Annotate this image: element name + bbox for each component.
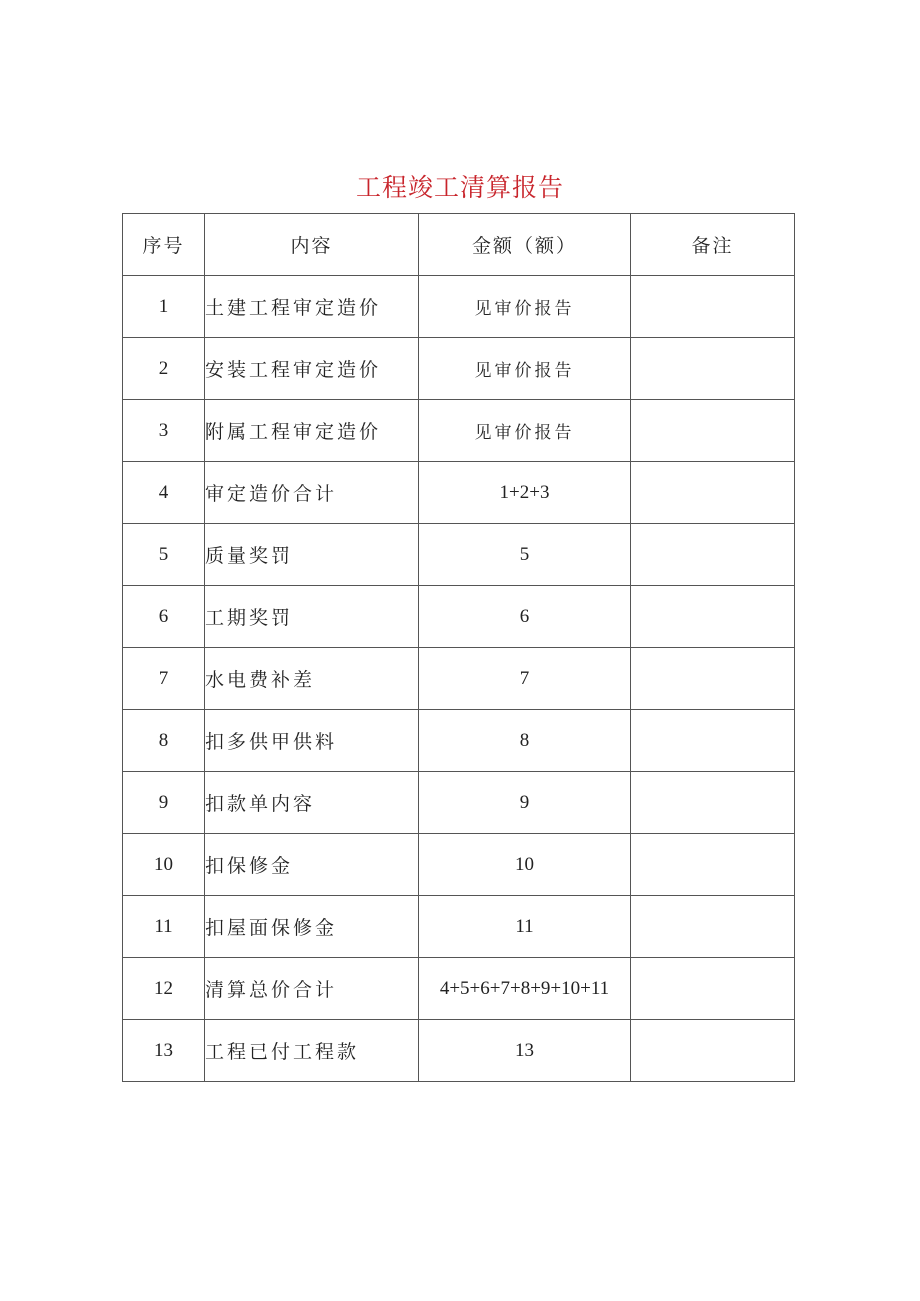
table-row <box>123 338 795 400</box>
header-no: 序号 <box>123 214 205 276</box>
row-amount: 4+5+6+7+8+9+10+11 <box>419 958 631 1020</box>
table-row <box>123 896 795 958</box>
row-number: 7 <box>123 648 205 710</box>
row-content: 扣保修金 <box>205 834 419 896</box>
row-content: 扣款单内容 <box>205 772 419 834</box>
row-remark <box>631 958 795 1020</box>
row-amount: 1+2+3 <box>419 462 631 524</box>
row-remark <box>631 462 795 524</box>
row-number: 13 <box>123 1020 205 1082</box>
row-amount: 7 <box>419 648 631 710</box>
settlement-table <box>122 213 795 1082</box>
row-number: 4 <box>123 462 205 524</box>
row-amount: 5 <box>419 524 631 586</box>
table-row <box>123 648 795 710</box>
table-row <box>123 834 795 896</box>
row-content: 工期奖罚 <box>205 586 419 648</box>
row-amount: 见审价报告 <box>419 400 631 462</box>
row-content: 附属工程审定造价 <box>205 400 419 462</box>
table-row <box>123 710 795 772</box>
row-remark <box>631 400 795 462</box>
row-number: 6 <box>123 586 205 648</box>
row-remark <box>631 834 795 896</box>
row-amount: 见审价报告 <box>419 276 631 338</box>
row-number: 11 <box>123 896 205 958</box>
table-row <box>123 462 795 524</box>
row-number: 1 <box>123 276 205 338</box>
table-row <box>123 524 795 586</box>
row-amount: 9 <box>419 772 631 834</box>
row-amount: 8 <box>419 710 631 772</box>
table-row <box>123 276 795 338</box>
table-row <box>123 1020 795 1082</box>
table-row <box>123 400 795 462</box>
row-remark <box>631 896 795 958</box>
row-content: 扣多供甲供料 <box>205 710 419 772</box>
row-remark <box>631 338 795 400</box>
header-content: 内容 <box>205 214 419 276</box>
header-remark: 备注 <box>631 214 795 276</box>
table-row <box>123 958 795 1020</box>
table-row <box>123 772 795 834</box>
row-remark <box>631 586 795 648</box>
row-number: 12 <box>123 958 205 1020</box>
row-number: 10 <box>123 834 205 896</box>
row-content: 土建工程审定造价 <box>205 276 419 338</box>
row-amount: 13 <box>419 1020 631 1082</box>
row-content: 工程已付工程款 <box>205 1020 419 1082</box>
row-content: 安装工程审定造价 <box>205 338 419 400</box>
row-amount: 10 <box>419 834 631 896</box>
row-content: 审定造价合计 <box>205 462 419 524</box>
row-number: 9 <box>123 772 205 834</box>
row-number: 8 <box>123 710 205 772</box>
row-content: 清算总价合计 <box>205 958 419 1020</box>
table-row <box>123 586 795 648</box>
row-number: 3 <box>123 400 205 462</box>
row-amount: 见审价报告 <box>419 338 631 400</box>
row-remark <box>631 524 795 586</box>
row-amount: 6 <box>419 586 631 648</box>
row-amount: 11 <box>419 896 631 958</box>
page-title: 工程竣工清算报告 <box>355 173 564 202</box>
row-remark <box>631 276 795 338</box>
row-number: 5 <box>123 524 205 586</box>
row-content: 水电费补差 <box>205 648 419 710</box>
row-remark <box>631 710 795 772</box>
row-remark <box>631 648 795 710</box>
row-number: 2 <box>123 338 205 400</box>
table-header-row <box>123 214 795 276</box>
row-remark <box>631 1020 795 1082</box>
row-content: 质量奖罚 <box>205 524 419 586</box>
row-remark <box>631 772 795 834</box>
header-amount: 金额（额） <box>419 214 631 276</box>
row-content: 扣屋面保修金 <box>205 896 419 958</box>
